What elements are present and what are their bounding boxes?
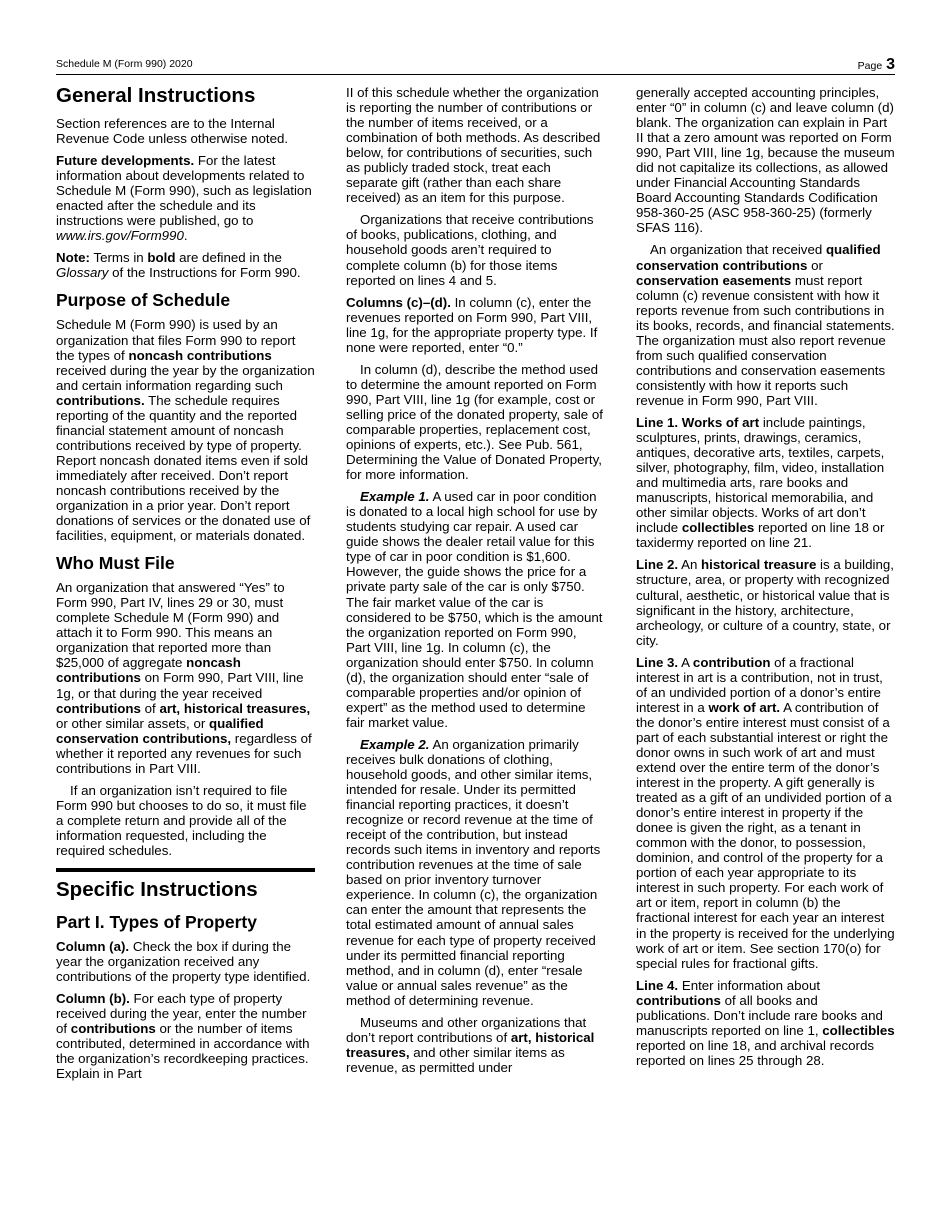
paragraph-line-4 xyxy=(636,978,895,1068)
page-number: 3 xyxy=(886,56,895,73)
paragraph-line-2 xyxy=(636,557,895,647)
museums-c: and other similar items as revenue, as permitted under xyxy=(346,1044,565,1075)
paragraph-note xyxy=(56,250,315,280)
line-3-e: A contribution of the donor’s entire interest must consist of a part of each substantial interest or right the donor owns in such work of art and must extend over the entire term of the donor’s interest in the property. A gift generally is treated as a gift of an undivided portion of a donor’s entire interest in property if the donee is given the right, as a tenant in common with the donor, to possession, dominion, and control of the property for a portion of each year appropriate to its interest in such property. For each work of art or item, report in column (b) the fractional interest for each year an interest in the property is received for the underlying work of art or item. See section 170(o) for special rules for fractional gifts. xyxy=(636,699,895,971)
conservation-c: or xyxy=(807,257,823,273)
form-name: Schedule M (Form 990) 2020 xyxy=(56,58,193,70)
heading-who-must-file: Who Must File xyxy=(56,553,175,574)
line-4-c: of all books and publications. Don’t include rare books and manuscripts reported on line 1, xyxy=(636,992,883,1038)
purpose-b1: noncash contributions xyxy=(128,347,272,363)
paragraph-section-references: Section references are to the Internal Revenue Code unless otherwise noted. xyxy=(56,116,289,147)
paragraph-column-b xyxy=(56,991,315,1081)
paragraph-museums xyxy=(346,1015,604,1075)
museums-b: art, historical treasures, xyxy=(346,1029,595,1060)
line-1-a: include paintings, sculptures, prints, drawings, ceramics, antiques, decorative arts, textiles, carpets, silver, photography, film, video, installation and multimedia arts, rare books and manuscripts, historical memorabilia, and other similar objects. Works of art don’t include xyxy=(636,414,885,536)
column-2 xyxy=(346,85,604,1082)
paragraph-who-must-file-2: If an organization isn’t required to file Form 990 but chooses to do so, it must file a complete return and provide all of the information requested, including the required schedules. xyxy=(56,782,307,858)
example-2-lead: Example 2. xyxy=(360,736,430,752)
line-2-c: is a building, structure, area, or property with recognized cultural, aesthetic, or historical value that is significant in the history, architecture, archeology, or culture of a country, state, or city. xyxy=(636,557,894,648)
paragraph-line-1 xyxy=(636,415,895,550)
line-1-c: reported on line 18 or taxidermy reported on line 21. xyxy=(636,520,885,551)
line-3-b: contribution xyxy=(692,654,771,670)
paragraph-example-2 xyxy=(346,737,604,1008)
future-end: . xyxy=(183,228,188,244)
paragraph-books-publications: Organizations that receive contributions of books, publications, clothing, and household goods aren’t required to complete column (b) for those items reported on lines 4 and 5. xyxy=(346,212,594,288)
column-b-a: For each type of property received during the year, enter the number of xyxy=(56,991,307,1037)
example-2-text: An organization primarily receives bulk donations of clothing, household goods, and other similar items, intended for resale. Under its permitted financial reporting practices, it doesn’t recognize or record revenue at the time of receipt of the contribution, but instead records such items in inventory and reports contribution revenues at the time of sale based on prior inventory turnover experience. In column (c), the organization can enter the amount that represents the total estimated amount of annual sales revenue for each type of property received under its permitted financial reporting method, and in column (d), enter “resale value or annual sales revenue” as the method of determining revenue. xyxy=(346,736,601,1008)
note-lead: Note: xyxy=(56,250,90,266)
note-c: of the Instructions for Form 990. xyxy=(108,265,301,281)
line-4-d: reported on line 18, and archival records reported on lines 25 through 28. xyxy=(636,1037,875,1068)
conservation-a: An organization that received xyxy=(650,242,826,258)
line-1-b: collectibles xyxy=(681,520,755,536)
conservation-d: must report column (c) revenue consistent with how it reports revenue from such contributions in its books, records, and financial statements. The organization must also report revenue from such qualified conservation contributions and conservation easements consistently with how it reports such revenue in Form 990, Part VIII. xyxy=(636,272,895,408)
column-b-c: or the number of items contributed, determined in accordance with the organization’s recordkeeping practices. Explain in Part xyxy=(56,1021,310,1082)
line-3-a: A xyxy=(678,654,693,670)
section-divider xyxy=(56,868,315,872)
paragraph-future-developments xyxy=(56,153,315,243)
note-b: are defined in the xyxy=(175,250,282,266)
who-d: of xyxy=(140,700,160,716)
column-1 xyxy=(56,78,315,1088)
column-3 xyxy=(636,85,895,1075)
example-1-lead: Example 1. xyxy=(360,489,430,505)
paragraph-column-d: In column (d), describe the method used to determine the amount reported on Form 990, Part VIII, line 1g (for example, cost or selling price of the donated property, sale of comparable properties, replacement cost, opinions of experts, etc.). See Pub. 561, Determining the Value of Donated Property, for more information. xyxy=(346,361,603,483)
columns-c-d-lead: Columns (c)–(d). xyxy=(346,294,451,310)
purpose-d: The schedule requires reporting of the quantity and the reported financial statement amount of noncash contributions received by type of property. Report noncash donated items even if sold immediately after received. Don’t report noncash contributions received by the organization in a prior year. Don’t report donations of services or the donated use of facilities, equipment, or materials donated. xyxy=(56,392,311,544)
page-word: Page xyxy=(857,60,883,72)
irs-link[interactable]: www.irs.gov/Form990 xyxy=(56,228,184,244)
future-lead: Future developments. xyxy=(56,153,195,169)
line-2-lead: Line 2. xyxy=(636,557,679,573)
heading-part-1: Part I. Types of Property xyxy=(56,912,257,933)
line-4-b1: contributions xyxy=(636,992,721,1008)
who-e: or other similar assets, or xyxy=(56,715,209,731)
paragraph-who-must-file xyxy=(56,580,315,776)
paragraph-line-3 xyxy=(636,655,895,971)
purpose-c: received during the year by the organization and certain information regarding such xyxy=(56,362,315,393)
note-glossary: Glossary xyxy=(56,265,109,281)
note-a: Terms in xyxy=(89,250,148,266)
heading-general-instructions: General Instructions xyxy=(56,84,256,107)
who-a: An organization that answered “Yes” to Form 990, Part IV, lines 29 or 30, must complete Schedule M (Form 990) and attach it to Form 990. This means an organization that reported more than $25,000 of aggregate xyxy=(56,580,285,671)
heading-purpose: Purpose of Schedule xyxy=(56,290,231,311)
line-3-lead: Line 3. xyxy=(636,654,679,670)
paragraph-part2-explain: II of this schedule whether the organization is reporting the number of contributions or the number of items received, or a combination of both methods. As described below, for contributions of securities, such as publicly traded stock, treat each separate gift (rather than each share received) as an item for this purpose. xyxy=(346,85,601,206)
line-4-a: Enter information about xyxy=(678,977,821,993)
line-3-c: of a fractional interest in art is a contribution, not in trust, of an undivided portion of a donor’s entire interest in a xyxy=(636,654,883,715)
paragraph-purpose xyxy=(56,317,315,543)
who-f: regardless of whether it reported any revenues for such contributions in Part VIII. xyxy=(56,730,312,776)
paragraph-example-1 xyxy=(346,489,604,730)
heading-specific-instructions: Specific Instructions xyxy=(56,878,258,902)
column-a-lead: Column (a). xyxy=(56,939,130,955)
paragraph-conservation xyxy=(636,242,895,408)
who-b2: contributions xyxy=(56,700,141,716)
who-b4: qualified conservation contributions, xyxy=(56,715,264,746)
line-4-b2: collectibles xyxy=(822,1022,895,1038)
future-text: For the latest information about developments related to Schedule M (Form 990), such as legislation enacted after the schedule and its instructions were published, go to xyxy=(56,153,312,229)
column-a-text: Check the box if during the year the organization received any contributions of the property type identified. xyxy=(56,939,311,985)
purpose-b2: contributions. xyxy=(56,392,145,408)
conservation-b2: conservation easements xyxy=(636,272,792,288)
line-2-b: historical treasure xyxy=(701,557,817,573)
page-number-label xyxy=(858,56,895,74)
purpose-a: Schedule M (Form 990) is used by an organization that files Form 990 to report the types of xyxy=(56,317,296,363)
paragraph-gaap: generally accepted accounting principles, enter “0” in column (c) and leave column (d) blank. The organization can explain in Part II that a zero amount was reported on Form 990, Part VIII, line 1g, because the museum did not capitalize its collections, as allowed under Financial Accounting Standards Board Accounting Standards Codification 958-360-25 (ASC 958-360-25) (formerly SFAS 116). xyxy=(636,85,895,236)
line-1-lead: Line 1. Works of art xyxy=(636,414,760,430)
column-b-b: contributions xyxy=(70,1021,156,1037)
who-c: on Form 990, Part VIII, line 1g, or that during the year received xyxy=(56,670,304,701)
conservation-b1: qualified conservation contributions xyxy=(636,242,881,273)
line-3-d: work of art. xyxy=(708,699,781,715)
museums-a: Museums and other organizations that don’t report contributions of xyxy=(346,1014,587,1045)
page-header xyxy=(56,56,895,74)
line-2-a: An xyxy=(678,557,702,573)
note-bold: bold xyxy=(147,250,176,266)
who-b1: noncash contributions xyxy=(56,655,241,686)
example-1-text: A used car in poor condition is donated to a local high school for use by students studying car repair. A used car guide shows the dealer retail value for this type of car in poor condition is $1,600. However, the guide shows the price for a private party sale of the car is only $750. The fair market value of the car is considered to be $750, which is the amount the organization reported on Form 990, Part VIII, line 1g. In column (c), the organization should enter $750. In column (d), the organization should enter “sale of comparable properties and/or opinion of expert” as the method used to determine fair market value. xyxy=(346,489,603,730)
column-b-lead: Column (b). xyxy=(56,991,130,1007)
header-rule xyxy=(56,74,895,75)
who-b3: art, historical treasures, xyxy=(159,700,311,716)
paragraph-column-a xyxy=(56,939,315,984)
paragraph-columns-c-d xyxy=(346,295,604,355)
columns-c-d-text: In column (c), enter the revenues reported on Form 990, Part VIII, line 1g, for the appropriate property type. If none were reported, enter “0.” xyxy=(346,294,598,355)
line-4-lead: Line 4. xyxy=(636,977,679,993)
